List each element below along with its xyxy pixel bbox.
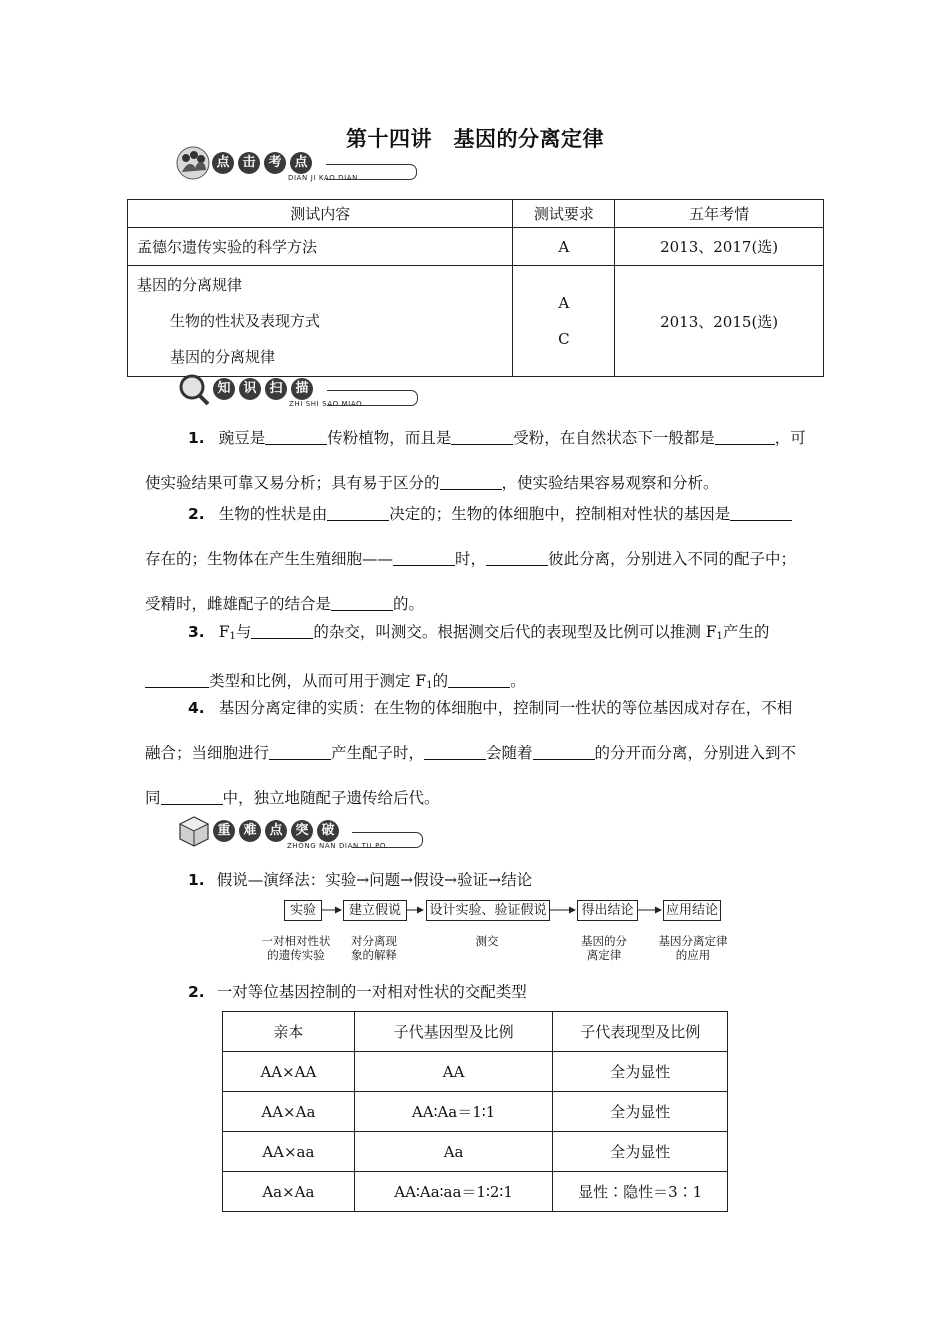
cell-line: C [558, 330, 570, 348]
table-cell: AA∶Aa＝1∶1 [354, 1092, 553, 1132]
badge-char: 扫 [265, 378, 287, 400]
magnifier-logo-icon [177, 372, 211, 406]
cube-logo-icon [177, 814, 211, 848]
table-header: 亲本 [223, 1012, 355, 1052]
badge-char: 点 [265, 820, 287, 842]
knowledge-item-2: 2. 生物的性状是由 决定的；生物的体细胞中，控制相对性状的基因是存在的；生物体在产生生殖细胞—— 时， 彼此分离，分别进入不同的配子中；受精时，雌雄配子的结合是 的。 [145, 505, 797, 613]
badge-char: 点 [290, 152, 312, 174]
fill-blank[interactable] [451, 429, 513, 446]
table-cell: 全为显性 [553, 1092, 728, 1132]
table-cell: AA×Aa [223, 1092, 355, 1132]
table-cell: 孟德尔遗传实验的科学方法 [128, 228, 513, 266]
table-cell: 2013、2017(选) [615, 228, 824, 266]
table-cell: Aa [354, 1132, 553, 1172]
fill-blank[interactable] [265, 429, 327, 446]
section-badge-zhongnan [177, 814, 427, 848]
fill-blank[interactable] [251, 623, 313, 640]
flow-label: 一对相对性状的遗传实验 [261, 934, 331, 962]
fill-blank[interactable] [486, 550, 548, 567]
knowledge-item-1: 1. 豌豆是 传粉植物，而且是 受粉，在自然状态下一般都是 ，可使实验结果可靠又易分析；具有易于区分的 ，使实验结果容易观察和分析。 [145, 429, 806, 492]
table-header: 子代基因型及比例 [354, 1012, 553, 1052]
table-row [128, 228, 824, 266]
badge-pinyin: ZHI SHI SAO MIAO [289, 400, 363, 408]
cell-line: A [558, 294, 570, 312]
flow-box: 设计实验、验证假说 [426, 900, 550, 921]
cell-line: 生物的性状及表现方式 [170, 312, 321, 330]
badge-char: 知 [213, 378, 235, 400]
table-header: 子代表现型及比例 [553, 1012, 728, 1052]
cell-line: 基因的分离规律 [170, 348, 276, 366]
cell-line: 基因的分离规律 [137, 276, 243, 294]
cross-type-table [222, 1011, 728, 1212]
knowledge-item-3: 3. $F_1$与 的杂交，叫测交。根据测交后代的表现型及比例可以推测 $F_1$产生的类型和比例，从而可用于测定 $F_1$的 。 [145, 610, 807, 708]
table-cell: AA∶Aa∶aa＝1∶2∶1 [354, 1172, 553, 1212]
fill-blank[interactable] [393, 550, 455, 567]
people-logo-icon [176, 146, 210, 180]
fill-blank[interactable] [331, 595, 393, 612]
badge-line [326, 164, 417, 180]
section-badge-dianji [176, 146, 421, 180]
badge-pinyin: DIAN JI KAO DIAN [288, 174, 359, 182]
fill-blank[interactable] [161, 789, 223, 806]
badge-char: 识 [239, 378, 261, 400]
badge-char: 描 [291, 378, 313, 400]
badge-char: 破 [317, 820, 339, 842]
table-cell: 显性∶隐性＝3∶1 [553, 1172, 728, 1212]
flow-label: 对分离现象的解释 [351, 934, 397, 962]
table-cell [128, 266, 513, 377]
table-row [223, 1052, 728, 1092]
flow-label: 基因的分离定律 [581, 934, 627, 962]
table-row [223, 1172, 728, 1212]
badge-char: 难 [239, 820, 261, 842]
fill-blank[interactable] [269, 744, 331, 761]
table-header: 测试内容 [128, 200, 513, 228]
fill-blank[interactable] [730, 505, 792, 522]
table-row [128, 266, 824, 377]
key-point-1: 1. 假说—演绎法：实验→问题→假设→验证→结论 [188, 871, 533, 889]
fill-blank[interactable] [424, 744, 486, 761]
table-cell [513, 266, 615, 377]
table-cell: AA×AA [223, 1052, 355, 1092]
table-cell: AA [354, 1052, 553, 1092]
badge-char: 重 [213, 820, 235, 842]
fill-blank[interactable] [327, 505, 389, 522]
badge-char: 考 [264, 152, 286, 174]
badge-char: 点 [212, 152, 234, 174]
badge-char: 击 [238, 152, 260, 174]
table-cell: AA×aa [223, 1132, 355, 1172]
table-cell: 全为显性 [553, 1052, 728, 1092]
exam-requirements-table [127, 199, 824, 377]
badge-line [327, 390, 418, 406]
fill-blank[interactable] [440, 474, 502, 491]
table-cell: 全为显性 [553, 1132, 728, 1172]
table-cell: 2013、2015(选) [615, 266, 824, 377]
table-cell: A [513, 228, 615, 266]
flow-box: 建立假说 [343, 900, 407, 921]
flow-box: 得出结论 [577, 900, 638, 921]
hypothesis-deduction-flow [255, 898, 735, 968]
flow-box: 应用结论 [663, 900, 721, 921]
key-point-2: 2. 一对等位基因控制的一对相对性状的交配类型 [188, 983, 527, 1001]
flow-label: 基因分离定律的应用 [658, 934, 728, 962]
fill-blank[interactable] [715, 429, 775, 446]
table-row [223, 1092, 728, 1132]
flow-box: 实验 [284, 900, 322, 921]
badge-pinyin: ZHONG NAN DIAN TU PO [287, 842, 387, 850]
table-cell: Aa×Aa [223, 1172, 355, 1212]
badge-line [352, 832, 423, 848]
page-title: 第十四讲 基因的分离定律 [346, 127, 604, 151]
section-badge-zhishi [177, 372, 422, 406]
table-header: 五年考情 [615, 200, 824, 228]
fill-blank[interactable] [533, 744, 595, 761]
flow-label: 测交 [475, 934, 499, 948]
knowledge-item-4: 4. 基因分离定律的实质：在生物的体细胞中，控制同一性状的等位基因成对存在，不相融合；当细胞进行 产生配子时， 会随着 的分开而分离，分别进入到不同 中，独立地随配子遗传给后代。 [145, 699, 797, 807]
table-header: 测试要求 [513, 200, 615, 228]
table-row [223, 1132, 728, 1172]
badge-char: 突 [291, 820, 313, 842]
